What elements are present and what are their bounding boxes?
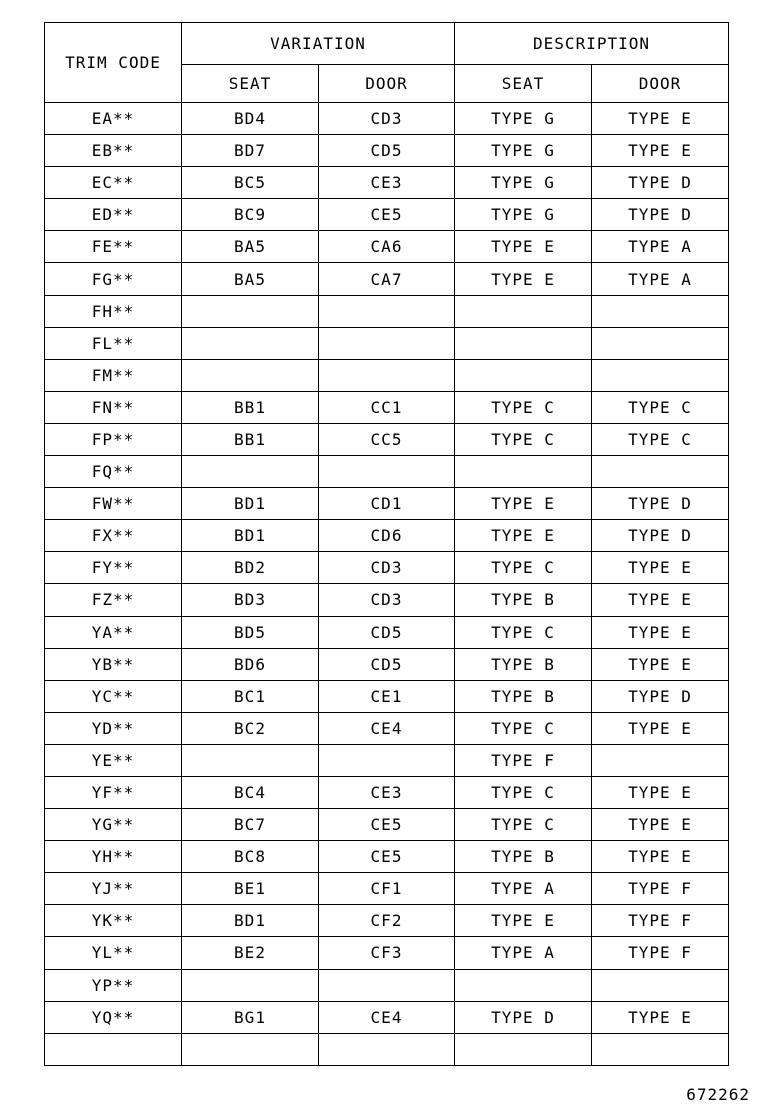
- table-row: [45, 263, 729, 295]
- trim-code-cell: EA**: [45, 103, 182, 135]
- description-door-cell: TYPE E: [592, 648, 729, 680]
- table-row: [45, 809, 729, 841]
- description-door-cell: TYPE E: [592, 584, 729, 616]
- table-row: [45, 359, 729, 391]
- variation-door-cell: CD5: [319, 135, 455, 167]
- variation-seat-cell: BC4: [182, 776, 319, 808]
- variation-door-cell: CE4: [319, 1001, 455, 1033]
- description-door-cell: TYPE D: [592, 199, 729, 231]
- document-id: 672262: [686, 1085, 750, 1104]
- variation-seat-cell: BC7: [182, 809, 319, 841]
- trim-code-cell: FL**: [45, 327, 182, 359]
- trim-code-cell: ED**: [45, 199, 182, 231]
- description-door-cell: TYPE F: [592, 905, 729, 937]
- variation-seat-cell: BA5: [182, 263, 319, 295]
- variation-seat-cell: [182, 456, 319, 488]
- header-variation-door: DOOR: [319, 65, 455, 103]
- variation-door-cell: CE5: [319, 809, 455, 841]
- trim-code-cell: FP**: [45, 423, 182, 455]
- table-row: [45, 969, 729, 1001]
- table-row: [45, 135, 729, 167]
- table-row: [45, 167, 729, 199]
- description-seat-cell: TYPE C: [455, 391, 592, 423]
- trim-code-cell: FY**: [45, 552, 182, 584]
- table-row: [45, 327, 729, 359]
- trim-code-cell: FZ**: [45, 584, 182, 616]
- variation-door-cell: CD3: [319, 584, 455, 616]
- variation-door-cell: CE1: [319, 680, 455, 712]
- description-door-cell: TYPE A: [592, 231, 729, 263]
- description-door-cell: TYPE C: [592, 391, 729, 423]
- description-seat-cell: TYPE F: [455, 744, 592, 776]
- variation-seat-cell: BD1: [182, 905, 319, 937]
- trim-code-cell: YL**: [45, 937, 182, 969]
- variation-door-cell: CD5: [319, 616, 455, 648]
- description-seat-cell: [455, 295, 592, 327]
- variation-door-cell: CE3: [319, 167, 455, 199]
- trim-code-cell: FQ**: [45, 456, 182, 488]
- description-door-cell: [592, 1033, 729, 1065]
- table-row: [45, 937, 729, 969]
- trim-code-cell: YE**: [45, 744, 182, 776]
- variation-seat-cell: [182, 327, 319, 359]
- variation-door-cell: CD1: [319, 488, 455, 520]
- description-seat-cell: TYPE A: [455, 937, 592, 969]
- table-row: [45, 712, 729, 744]
- description-door-cell: [592, 969, 729, 1001]
- trim-code-cell: YA**: [45, 616, 182, 648]
- description-door-cell: TYPE D: [592, 488, 729, 520]
- variation-door-cell: [319, 969, 455, 1001]
- variation-seat-cell: BD4: [182, 103, 319, 135]
- description-door-cell: [592, 327, 729, 359]
- variation-door-cell: [319, 295, 455, 327]
- variation-seat-cell: BD1: [182, 520, 319, 552]
- table-row: [45, 199, 729, 231]
- trim-code-cell: FM**: [45, 359, 182, 391]
- variation-door-cell: CE3: [319, 776, 455, 808]
- table-row: [45, 1001, 729, 1033]
- trim-code-cell: FN**: [45, 391, 182, 423]
- variation-seat-cell: [182, 359, 319, 391]
- table-row: [45, 648, 729, 680]
- variation-seat-cell: BD2: [182, 552, 319, 584]
- trim-code-cell: YH**: [45, 841, 182, 873]
- description-door-cell: TYPE E: [592, 776, 729, 808]
- table-row: [45, 391, 729, 423]
- description-door-cell: TYPE E: [592, 1001, 729, 1033]
- variation-door-cell: [319, 359, 455, 391]
- trim-code-cell: FE**: [45, 231, 182, 263]
- table-row: [45, 456, 729, 488]
- trim-code-table: [44, 22, 729, 1066]
- description-seat-cell: TYPE E: [455, 905, 592, 937]
- variation-door-cell: [319, 327, 455, 359]
- table-row: [45, 841, 729, 873]
- description-door-cell: TYPE E: [592, 616, 729, 648]
- header-description: DESCRIPTION: [455, 23, 729, 65]
- table-row: [45, 423, 729, 455]
- variation-door-cell: CD3: [319, 103, 455, 135]
- trim-code-cell: [45, 1033, 182, 1065]
- description-door-cell: TYPE E: [592, 135, 729, 167]
- description-seat-cell: TYPE C: [455, 616, 592, 648]
- variation-seat-cell: BD3: [182, 584, 319, 616]
- table-row: [45, 776, 729, 808]
- variation-door-cell: CA6: [319, 231, 455, 263]
- trim-code-cell: FG**: [45, 263, 182, 295]
- trim-code-cell: FH**: [45, 295, 182, 327]
- description-seat-cell: TYPE D: [455, 1001, 592, 1033]
- table-row: [45, 520, 729, 552]
- description-seat-cell: TYPE C: [455, 423, 592, 455]
- variation-seat-cell: BB1: [182, 391, 319, 423]
- description-door-cell: [592, 295, 729, 327]
- variation-seat-cell: BD5: [182, 616, 319, 648]
- header-description-door: DOOR: [592, 65, 729, 103]
- description-door-cell: TYPE E: [592, 552, 729, 584]
- description-seat-cell: TYPE G: [455, 103, 592, 135]
- trim-code-cell: YC**: [45, 680, 182, 712]
- variation-seat-cell: BC1: [182, 680, 319, 712]
- trim-code-cell: EB**: [45, 135, 182, 167]
- description-seat-cell: [455, 327, 592, 359]
- header-variation-seat: SEAT: [182, 65, 319, 103]
- trim-code-cell: YK**: [45, 905, 182, 937]
- variation-seat-cell: BD1: [182, 488, 319, 520]
- table-row: [45, 584, 729, 616]
- description-seat-cell: TYPE C: [455, 712, 592, 744]
- variation-door-cell: [319, 456, 455, 488]
- description-seat-cell: TYPE C: [455, 776, 592, 808]
- description-door-cell: TYPE E: [592, 841, 729, 873]
- variation-door-cell: CC5: [319, 423, 455, 455]
- table-row: [45, 488, 729, 520]
- variation-seat-cell: BC9: [182, 199, 319, 231]
- variation-door-cell: CD3: [319, 552, 455, 584]
- variation-door-cell: CD5: [319, 648, 455, 680]
- trim-code-cell: YB**: [45, 648, 182, 680]
- table-row: [45, 680, 729, 712]
- trim-code-cell: YG**: [45, 809, 182, 841]
- variation-seat-cell: BE1: [182, 873, 319, 905]
- variation-door-cell: CE4: [319, 712, 455, 744]
- table-row: [45, 231, 729, 263]
- description-seat-cell: TYPE C: [455, 552, 592, 584]
- header-trim-code: TRIM CODE: [45, 23, 182, 103]
- trim-code-cell: FX**: [45, 520, 182, 552]
- variation-seat-cell: BD6: [182, 648, 319, 680]
- description-seat-cell: TYPE G: [455, 167, 592, 199]
- description-door-cell: TYPE F: [592, 873, 729, 905]
- variation-door-cell: CD6: [319, 520, 455, 552]
- trim-code-cell: YF**: [45, 776, 182, 808]
- variation-seat-cell: BG1: [182, 1001, 319, 1033]
- description-seat-cell: TYPE B: [455, 648, 592, 680]
- variation-seat-cell: [182, 1033, 319, 1065]
- description-door-cell: TYPE C: [592, 423, 729, 455]
- table-row: [45, 1033, 729, 1065]
- description-door-cell: TYPE D: [592, 680, 729, 712]
- variation-seat-cell: BE2: [182, 937, 319, 969]
- description-door-cell: TYPE D: [592, 520, 729, 552]
- table-row: [45, 616, 729, 648]
- description-seat-cell: TYPE B: [455, 584, 592, 616]
- variation-seat-cell: BD7: [182, 135, 319, 167]
- variation-door-cell: CF1: [319, 873, 455, 905]
- variation-seat-cell: BA5: [182, 231, 319, 263]
- description-seat-cell: TYPE A: [455, 873, 592, 905]
- table-row: [45, 552, 729, 584]
- variation-seat-cell: BC2: [182, 712, 319, 744]
- table-row: [45, 873, 729, 905]
- variation-seat-cell: BC8: [182, 841, 319, 873]
- header-description-seat: SEAT: [455, 65, 592, 103]
- description-seat-cell: TYPE B: [455, 841, 592, 873]
- description-door-cell: [592, 744, 729, 776]
- variation-door-cell: CE5: [319, 199, 455, 231]
- description-seat-cell: TYPE G: [455, 135, 592, 167]
- trim-code-cell: YD**: [45, 712, 182, 744]
- table-row: [45, 744, 729, 776]
- variation-seat-cell: [182, 744, 319, 776]
- variation-seat-cell: BC5: [182, 167, 319, 199]
- table-body: [45, 103, 729, 1066]
- description-door-cell: TYPE E: [592, 103, 729, 135]
- description-seat-cell: [455, 1033, 592, 1065]
- trim-code-cell: YQ**: [45, 1001, 182, 1033]
- description-seat-cell: TYPE B: [455, 680, 592, 712]
- variation-door-cell: CC1: [319, 391, 455, 423]
- description-seat-cell: TYPE E: [455, 488, 592, 520]
- variation-door-cell: [319, 1033, 455, 1065]
- table-row: [45, 905, 729, 937]
- trim-code-cell: EC**: [45, 167, 182, 199]
- description-door-cell: TYPE E: [592, 809, 729, 841]
- variation-seat-cell: [182, 295, 319, 327]
- variation-door-cell: CE5: [319, 841, 455, 873]
- description-seat-cell: TYPE G: [455, 199, 592, 231]
- description-door-cell: TYPE E: [592, 712, 729, 744]
- description-door-cell: TYPE F: [592, 937, 729, 969]
- description-door-cell: TYPE A: [592, 263, 729, 295]
- variation-door-cell: [319, 744, 455, 776]
- description-door-cell: [592, 456, 729, 488]
- variation-door-cell: CF3: [319, 937, 455, 969]
- description-seat-cell: [455, 969, 592, 1001]
- trim-code-cell: YP**: [45, 969, 182, 1001]
- trim-code-cell: YJ**: [45, 873, 182, 905]
- description-seat-cell: TYPE C: [455, 809, 592, 841]
- description-door-cell: TYPE D: [592, 167, 729, 199]
- table-row: [45, 103, 729, 135]
- description-seat-cell: TYPE E: [455, 263, 592, 295]
- description-seat-cell: TYPE E: [455, 520, 592, 552]
- trim-code-cell: FW**: [45, 488, 182, 520]
- variation-door-cell: CA7: [319, 263, 455, 295]
- description-seat-cell: [455, 456, 592, 488]
- description-door-cell: [592, 359, 729, 391]
- variation-seat-cell: [182, 969, 319, 1001]
- table-row: [45, 295, 729, 327]
- description-seat-cell: [455, 359, 592, 391]
- variation-seat-cell: BB1: [182, 423, 319, 455]
- description-seat-cell: TYPE E: [455, 231, 592, 263]
- variation-door-cell: CF2: [319, 905, 455, 937]
- header-variation: VARIATION: [182, 23, 455, 65]
